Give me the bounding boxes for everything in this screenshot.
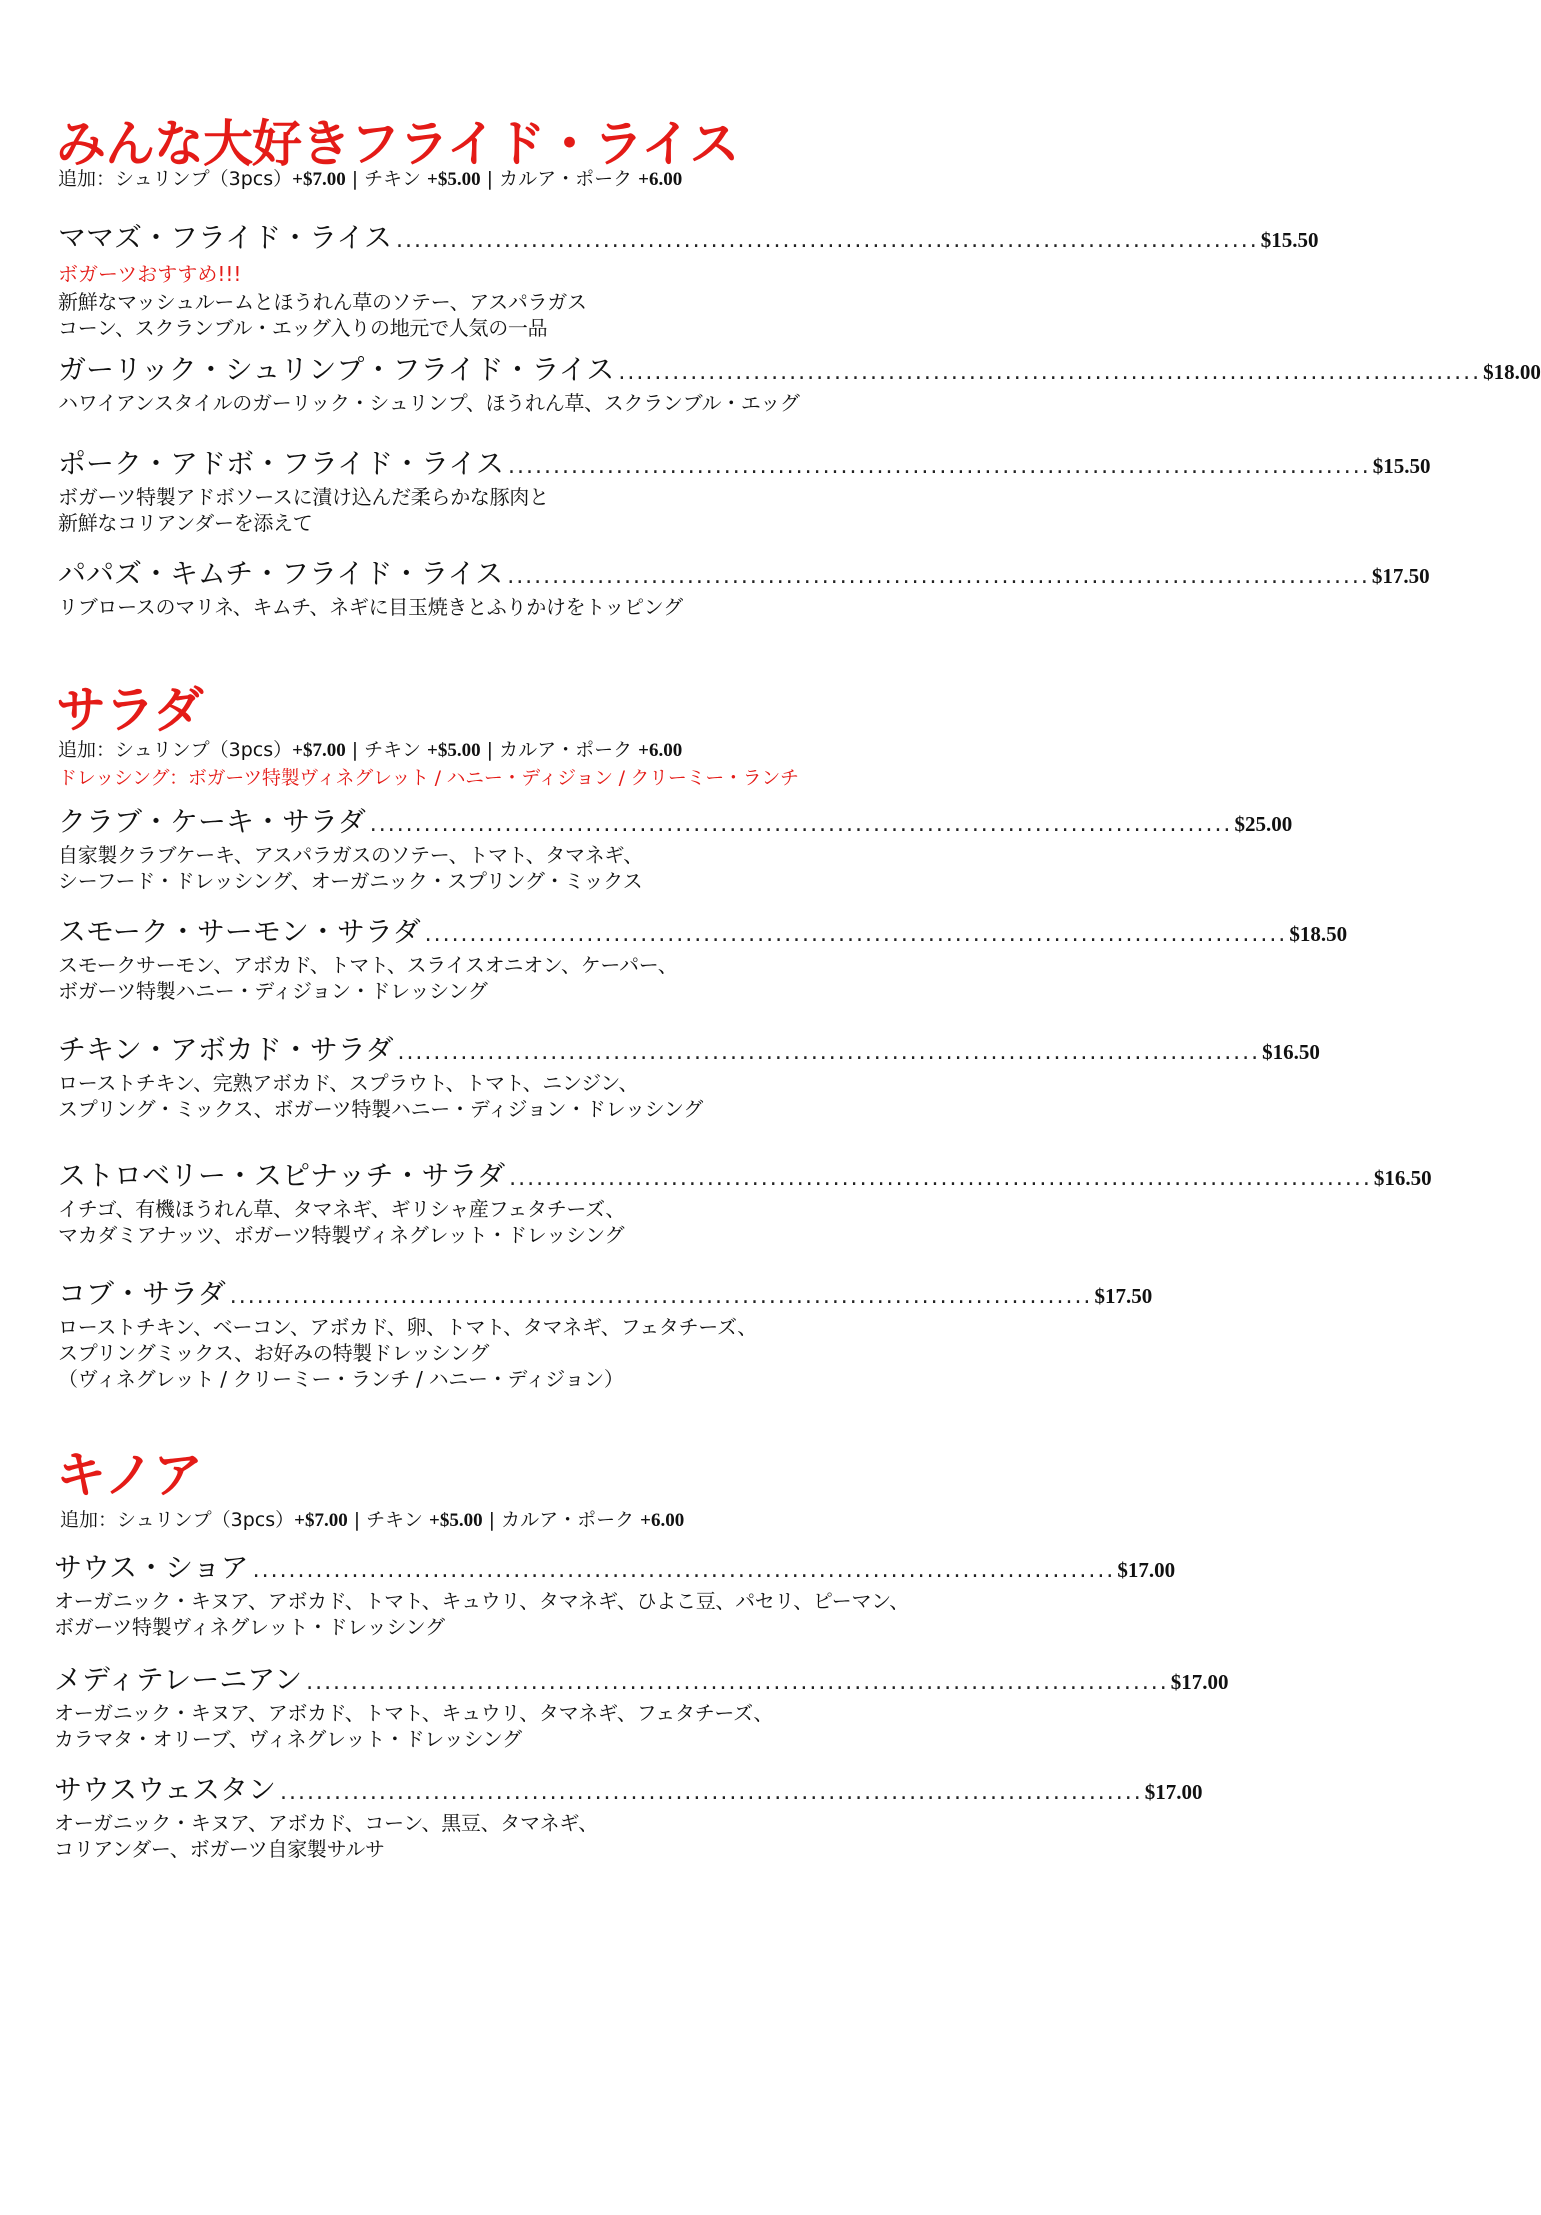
menu-item bbox=[58, 348, 1541, 416]
item-description: 自家製クラブケーキ、アスパラガスのソテー、トマト、タマネギ、 シーフード・ドレッシング、オーガニック・スプリング・ミックス bbox=[58, 843, 643, 893]
item-description: ローストチキン、完熟アボカド、スプラウト、トマト、ニンジン、 スプリング・ミックス、ボガーツ特製ハニー・ディジョン・ドレッシング bbox=[58, 1071, 703, 1121]
item-price: $18.50 bbox=[1289, 922, 1348, 946]
menu-item bbox=[58, 1028, 1320, 1122]
item-name: サウス・ショア bbox=[54, 1551, 249, 1584]
item-name: ガーリック・シュリンプ・フライド・ライス bbox=[58, 353, 615, 386]
addon-chicken: | チキン bbox=[345, 168, 428, 190]
item-recommendation: ボガーツおすすめ!!! bbox=[58, 262, 242, 286]
addon-chicken: | チキン bbox=[345, 739, 428, 761]
menu-item bbox=[58, 1272, 1153, 1392]
item-description: スモークサーモン、アボカド、トマト、スライスオニオン、ケーパー、 ボガーツ特製ハニー・ディジョン・ドレッシング bbox=[58, 953, 678, 1003]
addon-pork: | カルア・ポーク bbox=[482, 1509, 641, 1531]
addon-shrimp-price: +$7.00 bbox=[294, 1510, 348, 1531]
item-description: 新鮮なマッシュルームとほうれん草のソテー、アスパラガス コーン、スクランブル・エッグ入りの地元で人気の一品 bbox=[58, 290, 587, 340]
item-name: サウスウェスタン bbox=[54, 1773, 277, 1806]
item-price: $15.50 bbox=[1260, 228, 1319, 252]
leader-dots bbox=[253, 1558, 1112, 1583]
item-description: ハワイアンスタイルのガーリック・シュリンプ、ほうれん草、スクランブル・エッグ bbox=[58, 391, 800, 415]
addon-shrimp: 追加：シュリンプ（3pcs） bbox=[58, 739, 293, 761]
addon-pork-price: +6.00 bbox=[638, 740, 683, 761]
leader-dots bbox=[508, 454, 1367, 479]
item-name: ポーク・アドボ・フライド・ライス bbox=[58, 447, 505, 480]
section-title-salad: サラダ bbox=[56, 681, 203, 739]
leader-dots bbox=[230, 1284, 1089, 1309]
item-description: イチゴ、有機ほうれん草、タマネギ、ギリシャ産フェタチーズ、 マカダミアナッツ、ボガーツ特製ヴィネグレット・ドレッシング bbox=[58, 1197, 626, 1247]
leader-dots bbox=[618, 360, 1477, 385]
item-description: オーガニック・キヌア、アボカド、トマト、キュウリ、タマネギ、ひよこ豆、パセリ、ピーマン、 ボガーツ特製ヴィネグレット・ドレッシング bbox=[54, 1589, 909, 1639]
item-description: オーガニック・キヌア、アボカド、トマト、キュウリ、タマネギ、フェタチーズ、 カラマタ・オリーブ、ヴィネグレット・ドレッシング bbox=[54, 1701, 774, 1751]
menu-item bbox=[54, 1658, 1229, 1752]
addons-line bbox=[58, 164, 682, 191]
leader-dots bbox=[397, 1040, 1256, 1065]
item-description: オーガニック・キヌア、アボカド、コーン、黒豆、タマネギ、 コリアンダー、ボガーツ自家製サルサ bbox=[54, 1811, 598, 1861]
item-price: $25.00 bbox=[1234, 812, 1293, 836]
item-name: パパズ・キムチ・フライド・ライス bbox=[58, 557, 504, 590]
item-price: $17.50 bbox=[1094, 1284, 1153, 1308]
addons-line bbox=[58, 735, 682, 762]
item-name: スモーク・サーモン・サラダ bbox=[58, 915, 421, 948]
menu-item bbox=[58, 552, 1430, 620]
item-name: ストロベリー・スピナッチ・サラダ bbox=[58, 1159, 506, 1192]
addon-pork: | カルア・ポーク bbox=[480, 739, 639, 761]
addon-shrimp: 追加：シュリンプ（3pcs） bbox=[58, 168, 293, 190]
addon-pork: | カルア・ポーク bbox=[480, 168, 639, 190]
item-price: $16.50 bbox=[1373, 1166, 1432, 1190]
leader-dots bbox=[306, 1670, 1165, 1695]
menu-item bbox=[54, 1768, 1203, 1862]
addon-chicken: | チキン bbox=[347, 1509, 430, 1531]
menu-item bbox=[58, 1154, 1432, 1248]
item-name: ママズ・フライド・ライス bbox=[58, 221, 393, 254]
item-price: $15.50 bbox=[1372, 454, 1431, 478]
item-price: $17.50 bbox=[1371, 564, 1430, 588]
item-name: メディテレーニアン bbox=[54, 1663, 303, 1696]
dressing-options: ドレッシング：ボガーツ特製ヴィネグレット / ハニー・ディジョン / クリーミー・ランチ bbox=[58, 767, 799, 789]
item-name: チキン・アボカド・サラダ bbox=[58, 1033, 394, 1066]
item-price: $17.00 bbox=[1170, 1670, 1229, 1694]
item-name: コブ・サラダ bbox=[58, 1277, 226, 1310]
menu-item bbox=[58, 800, 1293, 894]
menu-item bbox=[58, 216, 1319, 341]
addon-pork-price: +6.00 bbox=[638, 169, 683, 190]
item-description: リブロースのマリネ、キムチ、ネギに目玉焼きとふりかけをトッピング bbox=[58, 595, 683, 619]
addon-shrimp: 追加：シュリンプ（3pcs） bbox=[60, 1509, 295, 1531]
item-price: $16.50 bbox=[1262, 1040, 1320, 1064]
leader-dots bbox=[280, 1780, 1139, 1805]
item-price: $17.00 bbox=[1144, 1780, 1203, 1804]
item-description: ローストチキン、ベーコン、アボカド、卵、トマト、タマネギ、フェタチーズ、 スプリングミックス、お好みの特製ドレッシング （ヴィネグレット / クリーミー・ランチ / ハニー・ディジョン） bbox=[58, 1315, 757, 1391]
section-title-fried-rice: みんな大好きフライド・ライス bbox=[56, 115, 739, 173]
item-description: ボガーツ特製アドボソースに漬け込んだ柔らかな豚肉と 新鮮なコリアンダーを添えて bbox=[58, 485, 549, 535]
section-title-quinoa: キノア bbox=[56, 1446, 202, 1504]
addon-shrimp-price: +$7.00 bbox=[292, 740, 346, 761]
leader-dots bbox=[396, 228, 1255, 253]
item-name: クラブ・ケーキ・サラダ bbox=[58, 805, 366, 838]
addon-chicken-price: +$5.00 bbox=[427, 169, 481, 190]
addon-shrimp-price: +$7.00 bbox=[292, 169, 346, 190]
menu-item bbox=[58, 910, 1348, 1004]
item-price: $18.00 bbox=[1483, 360, 1541, 384]
leader-dots bbox=[425, 922, 1284, 947]
addon-chicken-price: +$5.00 bbox=[429, 1510, 483, 1531]
leader-dots bbox=[509, 1166, 1368, 1191]
addons-line bbox=[60, 1505, 684, 1532]
addon-chicken-price: +$5.00 bbox=[427, 740, 481, 761]
leader-dots bbox=[507, 564, 1366, 589]
menu-item bbox=[54, 1546, 1176, 1640]
menu-item bbox=[58, 442, 1431, 536]
leader-dots bbox=[370, 812, 1229, 837]
item-price: $17.00 bbox=[1117, 1558, 1176, 1582]
addon-pork-price: +6.00 bbox=[640, 1510, 685, 1531]
